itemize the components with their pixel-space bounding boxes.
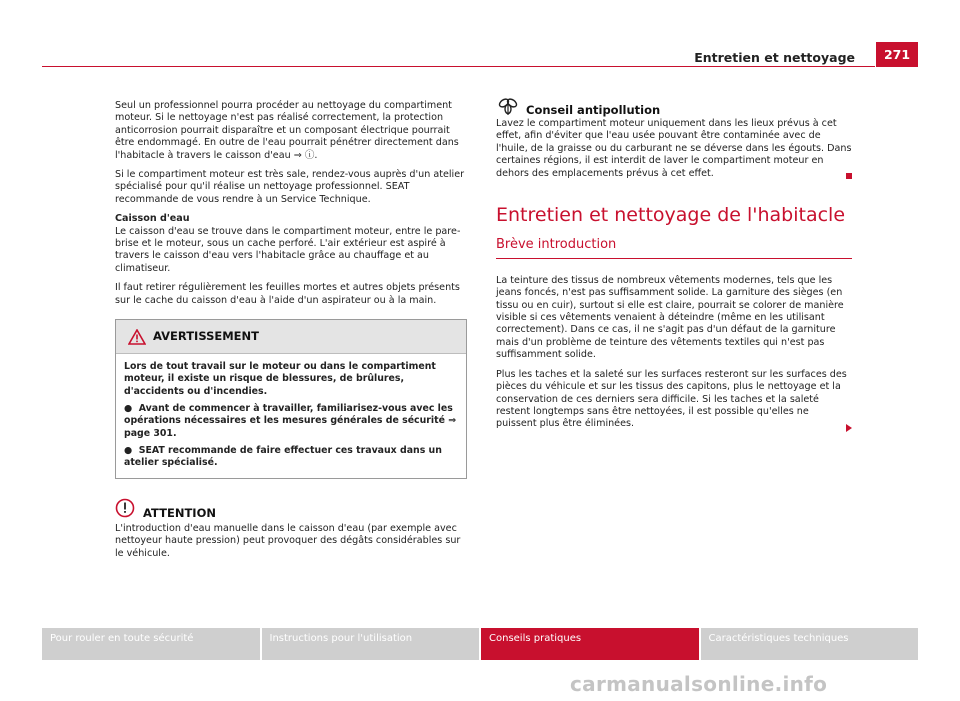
section-end-marker	[846, 173, 852, 179]
warning-triangle-icon	[128, 329, 146, 345]
paragraph-text: Plus les taches et la saleté sur les surfaces resteront sur les surfaces des pièces du véhicule et sur les tissus des capitons, plus le nettoyage et la conservation de ces derniers sera difficile. Si les taches et la saleté restent longtemps sans être nettoyées, il est possible qu'elles ne puissent plus être éliminées.	[496, 368, 847, 430]
page-number: 271	[876, 42, 918, 67]
warning-bullet-text: SEAT recommande de faire effectuer ces travaux dans un atelier spécialisé.	[124, 444, 442, 469]
warning-body	[116, 354, 466, 478]
warning-bullet: ● Avant de commencer à travailler, familiarisez-vous avec les opérations nécessaires et les mesures générales de sécurité ⇒ page 301.	[124, 402, 457, 439]
attention-header	[115, 495, 467, 519]
watermark: carmanualsonline.info	[570, 672, 828, 696]
warning-header	[116, 320, 466, 354]
warning-bullet: ● SEAT recommande de faire effectuer ces travaux dans un atelier spécialisé.	[124, 444, 442, 469]
paragraph: Il faut retirer régulièrement les feuilles mortes et autres objets présents sur le cache du caisson d'eau à l'aide d'un aspirateur ou à la main.	[115, 282, 460, 306]
footer-tab-caracteristiques[interactable]: Caractéristiques techniques	[701, 628, 919, 660]
paragraph-text: Seul un professionnel pourra procéder au nettoyage du compartiment moteur. Si le nettoyage n'est pas réalisé correctement, la protection anticorrosion pourrait disparaître et un composant électrique pourrait être endommagé. En outre de l'eau pourrait pénétrer directement dans l'habitacle à travers le caisson d'eau ⇒	[115, 100, 459, 161]
header-rule	[42, 66, 875, 67]
running-header-title: Entretien et nettoyage	[694, 50, 855, 65]
section-subtitle: Brève introduction	[496, 239, 852, 258]
warning-intro: Lors de tout travail sur le moteur ou dans le compartiment moteur, il existe un risque de blessures, de brûlures, d'accidents ou d'incendies.	[124, 361, 436, 397]
warning-label: AVERTISSEMENT	[153, 329, 260, 344]
footer-tab-instructions[interactable]: Instructions pour l'utilisation	[262, 628, 480, 660]
paragraph: Seul un professionnel pourra procéder au nettoyage du compartiment moteur. Si le nettoyage n'est pas réalisé correctement, la protection anticorrosion pourrait disparaître et un composant électrique pourrait être endommagé. En outre de l'eau pourrait pénétrer directement dans l'habitacle à travers le caisson d'eau ⇒ ⓘ.	[115, 100, 459, 161]
footer-nav	[42, 628, 918, 660]
section-title: Entretien et nettoyage de l'habitacle	[496, 204, 846, 227]
eco-label: Conseil antipollution	[526, 102, 661, 117]
footer-tab-securite[interactable]: Pour rouler en toute sécurité	[42, 628, 260, 660]
warning-bullet-text: Avant de commencer à travailler, familiarisez-vous avec les opérations nécessaires et les mesures générales de sécurité ⇒ page 301.	[124, 402, 457, 439]
ref-note-icon[interactable]: ⓘ	[304, 149, 315, 161]
attention-circle-icon	[115, 498, 135, 518]
paragraph	[496, 369, 852, 431]
left-column	[115, 100, 467, 567]
subheading-caisson: Caisson d'eau	[115, 213, 190, 225]
paragraph: La teinture des tissus de nombreux vêtements modernes, tels que les jeans foncés, n'est pas suffisamment solide. La garniture des sièges (en tissu ou en cuir), surtout si elle est claire, pourrait se colorer de manière visible si ces vêtements venaient à déteindre (même en les utilisant correctement). Dans ce cas, il ne s'agit pas d'un défaut de la garniture mais d'un problème de teinture des vêtements textiles qui n'est pas suffisamment solide.	[496, 274, 844, 361]
eco-text: Lavez le compartiment moteur uniquement dans les lieux prévus à cet effet, afin d'éviter que l'eau usée pouvant être contaminée avec de l'huile, de la graisse ou du carburant ne se déverse dans les égouts. Dans certaines régions, il est interdit de laver le compartiment moteur en dehors des emplacements prévus à cet effet.	[496, 118, 852, 179]
warning-box	[115, 319, 467, 479]
continue-arrow-icon	[846, 424, 852, 432]
paragraph: Le caisson d'eau se trouve dans le compartiment moteur, entre le pare-brise et le moteur, sous un cache perforé. L'air extérieur est aspiré à travers le caisson d'eau vers l'habitacle grâce au chauffage et au climatiseur.	[115, 225, 461, 274]
eco-header	[496, 96, 852, 116]
attention-label: ATTENTION	[143, 506, 216, 521]
leaf-eco-icon	[496, 96, 520, 116]
paragraph: Si le compartiment moteur est très sale, rendez-vous auprès d'un atelier spécialisé pour qu'il réalise un nettoyage professionnel. SEAT recommande de vous rendre à un Service Technique.	[115, 169, 465, 205]
footer-tab-conseils[interactable]: Conseils pratiques	[481, 628, 699, 660]
right-column	[496, 102, 852, 440]
attention-text: L'introduction d'eau manuelle dans le caisson d'eau (par exemple avec nettoyeur haute pression) peut provoquer des dégâts considérables sur le véhicule.	[115, 522, 461, 559]
